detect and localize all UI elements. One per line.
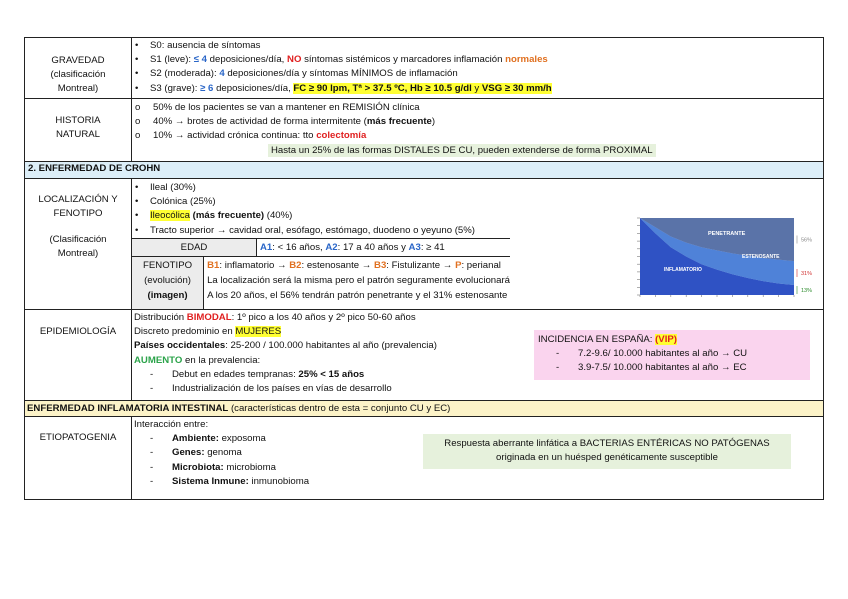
etio-inmune: - Sistema Inmune: inmunobioma — [150, 475, 310, 487]
historia-item-1: o 50% de los pacientes se van a mantener en REMISIÓN clínica — [135, 102, 420, 113]
fenotipo-chart — [632, 213, 824, 309]
s1-item: • S1 (leve): ≤ 4 deposiciones/día, NO síntomas sistémicos y marcadores inflamación normales — [135, 54, 548, 66]
etio-intro: Interacción entre: — [134, 419, 209, 430]
localizacion-label: LOCALIZACIÓN Y FENOTIPO — [38, 194, 118, 219]
epi-mujeres: Discreto predominio en MUJERES — [134, 326, 282, 338]
etiopatogenia-row — [25, 417, 824, 500]
epidemiologia-row — [25, 310, 824, 401]
eii-section-header — [25, 401, 824, 417]
loc-colonica: • Colónica (25%) — [135, 196, 216, 208]
historia-label: HISTORIA NATURAL — [55, 115, 101, 140]
respuesta-line-1: Respuesta aberrante linfática a BACTERIAS ENTÉRICAS NO PATÓGENAS — [444, 438, 770, 449]
fenotipo-evolution: B1: inflamatorio → B2: estenosante → B3: Fistulizante → P: perianal — [207, 260, 501, 271]
s3-item: • S3 (grave): ≥ 6 deposiciones/día, FC ≥ 90 lpm, Tª > 37.5 ºC, Hb ≥ 10.5 g/dl y VSG ≥ 30 mm/h — [135, 82, 552, 94]
s0-item: • S0: ausencia de síntomas — [135, 40, 261, 51]
epi-aumento: AUMENTO en la prevalencia: — [134, 354, 261, 366]
epidemiologia-label: EPIDEMIOLOGÍA — [39, 326, 117, 337]
s2-item: • S2 (moderada): 4 deposiciones/día y síntomas MÍNIMOS de inflamación — [135, 68, 458, 80]
incidencia-cu: - 7.2-9.6/ 10.000 habitantes al año → CU — [556, 348, 748, 360]
chart-end-label-31: 31% — [801, 271, 813, 278]
fenotipo-note-2: A los 20 años, el 56% tendrán patrón penetrante y el 31% estenosante — [207, 290, 508, 301]
etio-genes: - Genes: genoma — [150, 447, 242, 459]
historia-note: Hasta un 25% de las formas DISTALES DE CU, pueden extenderse de forma PROXIMAL — [132, 144, 823, 158]
crohn-section-header — [25, 162, 824, 179]
localizacion-row — [25, 179, 824, 310]
historia-item-2: o 40% → brotes de actividad de forma intermitente (más frecuente) — [135, 116, 436, 128]
fenotipo-note-1: La localización será la misma pero el patrón seguramente evolucionará — [207, 275, 510, 286]
chart-label-penetrante: PENETRANTE — [708, 231, 746, 237]
etio-ambiente: - Ambiente: exposoma — [150, 433, 266, 445]
historia-item-3: o 10% → actividad crónica continua: tto colectomía — [135, 130, 367, 142]
fenotipo-subtable — [132, 238, 510, 309]
etio-microbiota: - Microbiota: microbioma — [150, 461, 276, 473]
edad-label: EDAD — [132, 239, 257, 256]
incidencia-ec: - 3.9-7.5/ 10.000 habitantes al año → EC — [556, 362, 747, 374]
loc-ileal: • Ileal (30%) — [135, 182, 196, 193]
chart-end-label-13: 13% — [801, 287, 813, 294]
chart-label-inflamatorio: INFLAMATORIO — [664, 267, 702, 273]
respuesta-line-2: originada en un huésped genéticamente susceptible — [496, 452, 718, 463]
fenotipo-row — [132, 257, 510, 309]
summary-sheet — [24, 37, 823, 500]
chart-end-labels — [797, 236, 812, 294]
edad-row — [132, 238, 510, 257]
respuesta-box — [423, 434, 791, 469]
chart-end-label-56: 56% — [801, 237, 813, 244]
epi-occidentales: Países occidentales: 25-200 / 100.000 habitantes al año (prevalencia) — [134, 340, 437, 352]
crohn-title: 2. ENFERMEDAD DE CROHN — [25, 162, 824, 179]
epi-bimodal: Distribución BIMODAL: 1º pico a los 40 años y 2º pico 50-60 años — [134, 312, 416, 323]
fenotipo-label: FENOTIPO (evolución) — [143, 260, 193, 286]
incidencia-title: INCIDENCIA EN ESPAÑA: (VIP) — [538, 334, 677, 345]
loc-tracto-superior: • Tracto superior → cavidad oral, esófago, estómago, duodeno o yeyuno (5%) — [135, 224, 475, 236]
eii-title: ENFERMEDAD INFLAMATORIA INTESTINAL (características dentro de esta = conjunto CU y EC) — [25, 401, 824, 417]
incidencia-box — [534, 330, 810, 380]
chart-label-estenosante: ESTENOSANTE — [742, 254, 780, 260]
loc-ileocolica: • Ileocólica (más frecuente) (40%) — [135, 210, 293, 222]
edad-values: A1: < 16 años, A2: 17 a 40 años y A3: ≥ 41 — [260, 242, 445, 253]
etiopatogenia-label: ETIOPATOGENIA — [39, 432, 117, 443]
fenotipo-sublabel: (imagen) — [147, 290, 188, 301]
summary-table — [24, 37, 824, 500]
gravedad-row — [25, 38, 824, 99]
historia-row — [25, 99, 824, 162]
epi-debut: - Debut en edades tempranas: 25% < 15 años — [150, 368, 365, 380]
localizacion-sublabel: (Clasificación Montreal) — [49, 234, 107, 259]
epi-industrializacion: - Industrialización de los países en vías de desarrollo — [150, 382, 392, 394]
gravedad-label: GRAVEDAD (clasificación Montreal) — [50, 55, 106, 94]
